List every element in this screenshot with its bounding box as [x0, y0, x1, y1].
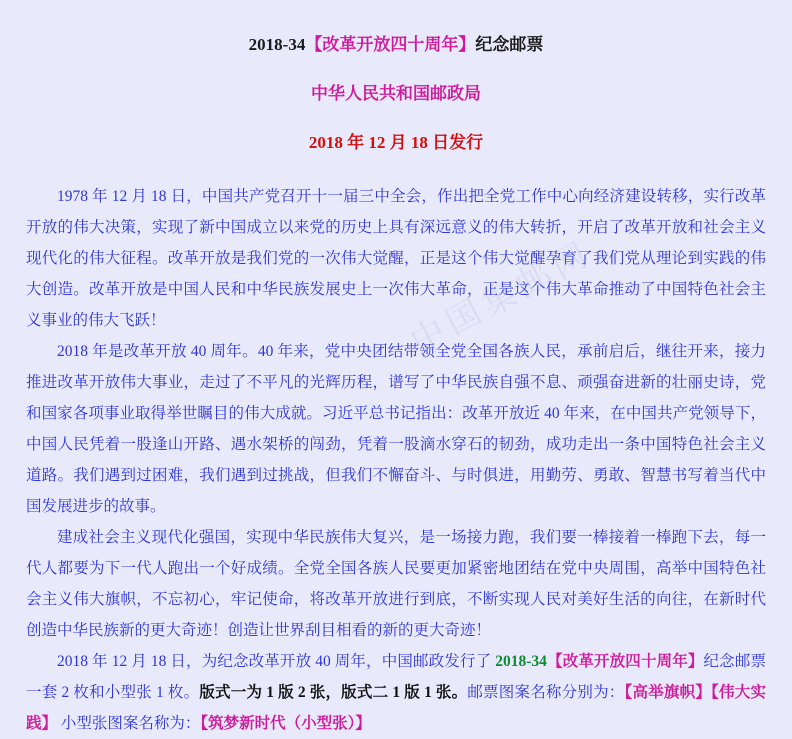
final-seg-1: 2018 年 12 月 18 日，为纪念改革开放 40 周年，中国邮政发行了 [57, 653, 496, 670]
stamp-design-name-3: 【筑梦新时代（小型张）】 [200, 715, 371, 732]
stamp-title-suffix: 纪念邮票 [475, 35, 544, 54]
stamp-design-name-1: 【高举旗帜】 [624, 684, 712, 701]
final-seg-3: 邮票图案名称分别为： [467, 684, 625, 701]
final-spec: 版式一为 1 版 2 张，版式二 1 版 1 张。 [199, 684, 468, 701]
final-stamp-code: 2018-34 [495, 653, 547, 670]
final-series-name: 【改革开放四十周年】 [546, 653, 704, 670]
paragraph-1: 1978 年 12 月 18 日，中国共产党召开十一届三中全会，作出把全党工作中心向经济建设转移，实行改革开放的伟大决策，实现了新中国成立以来党的历史上具有深远意义的伟大转折，开启了改革开放和社会主义现代化的伟大征程。改革开放是我们党的一次伟大觉醒，正是这个伟大觉醒孕育了我们党从理论到实践的伟大创造。改革开放是中国人民和中华民族发展史上一次伟大革命，正是这个伟大革命推动了中国特色社会主义事业的伟大飞跃！ [26, 188, 766, 329]
watermark-text: 中国集邮网 [404, 234, 599, 362]
final-seg-2: 纪念邮票一套 2 枚和小型张 1 枚。 [26, 653, 766, 701]
paragraph-4 [26, 646, 766, 739]
paragraph-2: 2018 年是改革开放 40 周年。40 年来，党中央团结带领全党全国各族人民，承前启后，继往开来，接力推进改革开放伟大事业，走过了不平凡的光辉历程，谱写了中华民族自强不息、顽强奋进新的壮丽史诗，党和国家各项事业取得举世瞩目的伟大成就。习近平总书记指出：改革开放近 40 年来，在中国共产党领导下，中国人民凭着一股逢山开路、遇水架桥的闯劲，凭着一股滴水穿石的韧劲，成功走出一条中国特色社会主义道路。我们遇到过困难，我们遇到过挑战，但我们不懈奋斗、与时俱进，用勤劳、勇敢、智慧书写着当代中国发展进步的故事。 [26, 343, 766, 515]
document-body [26, 181, 766, 739]
stamp-code: 2018-34 [248, 35, 306, 54]
page-title-primary [26, 30, 766, 55]
stamp-design-name-2: 【伟大实践】 [26, 684, 766, 732]
final-seg-4: 小型张图案名称为： [57, 715, 201, 732]
page-title-issuer: 中华人民共和国邮政局 [311, 84, 481, 103]
paragraph-3: 建成社会主义现代化强国，实现中华民族伟大复兴，是一场接力跑，我们要一棒接着一棒跑下去，每一代人都要为下一代人跑出一个好成绩。全党全国各族人民要更加紧密地团结在党中央周围，高举中国特色社会主义伟大旗帜，不忘初心，牢记使命，将改革开放进行到底，不断实现人民对美好生活的向往，在新时代创造中华民族新的更大奇迹！创造让世界刮目相看的新的更大奇迹！ [26, 529, 766, 639]
page-title-issue-date: 2018 年 12 月 18 日发行 [308, 133, 484, 152]
stamp-series-name: 【改革开放四十周年】 [305, 35, 476, 54]
